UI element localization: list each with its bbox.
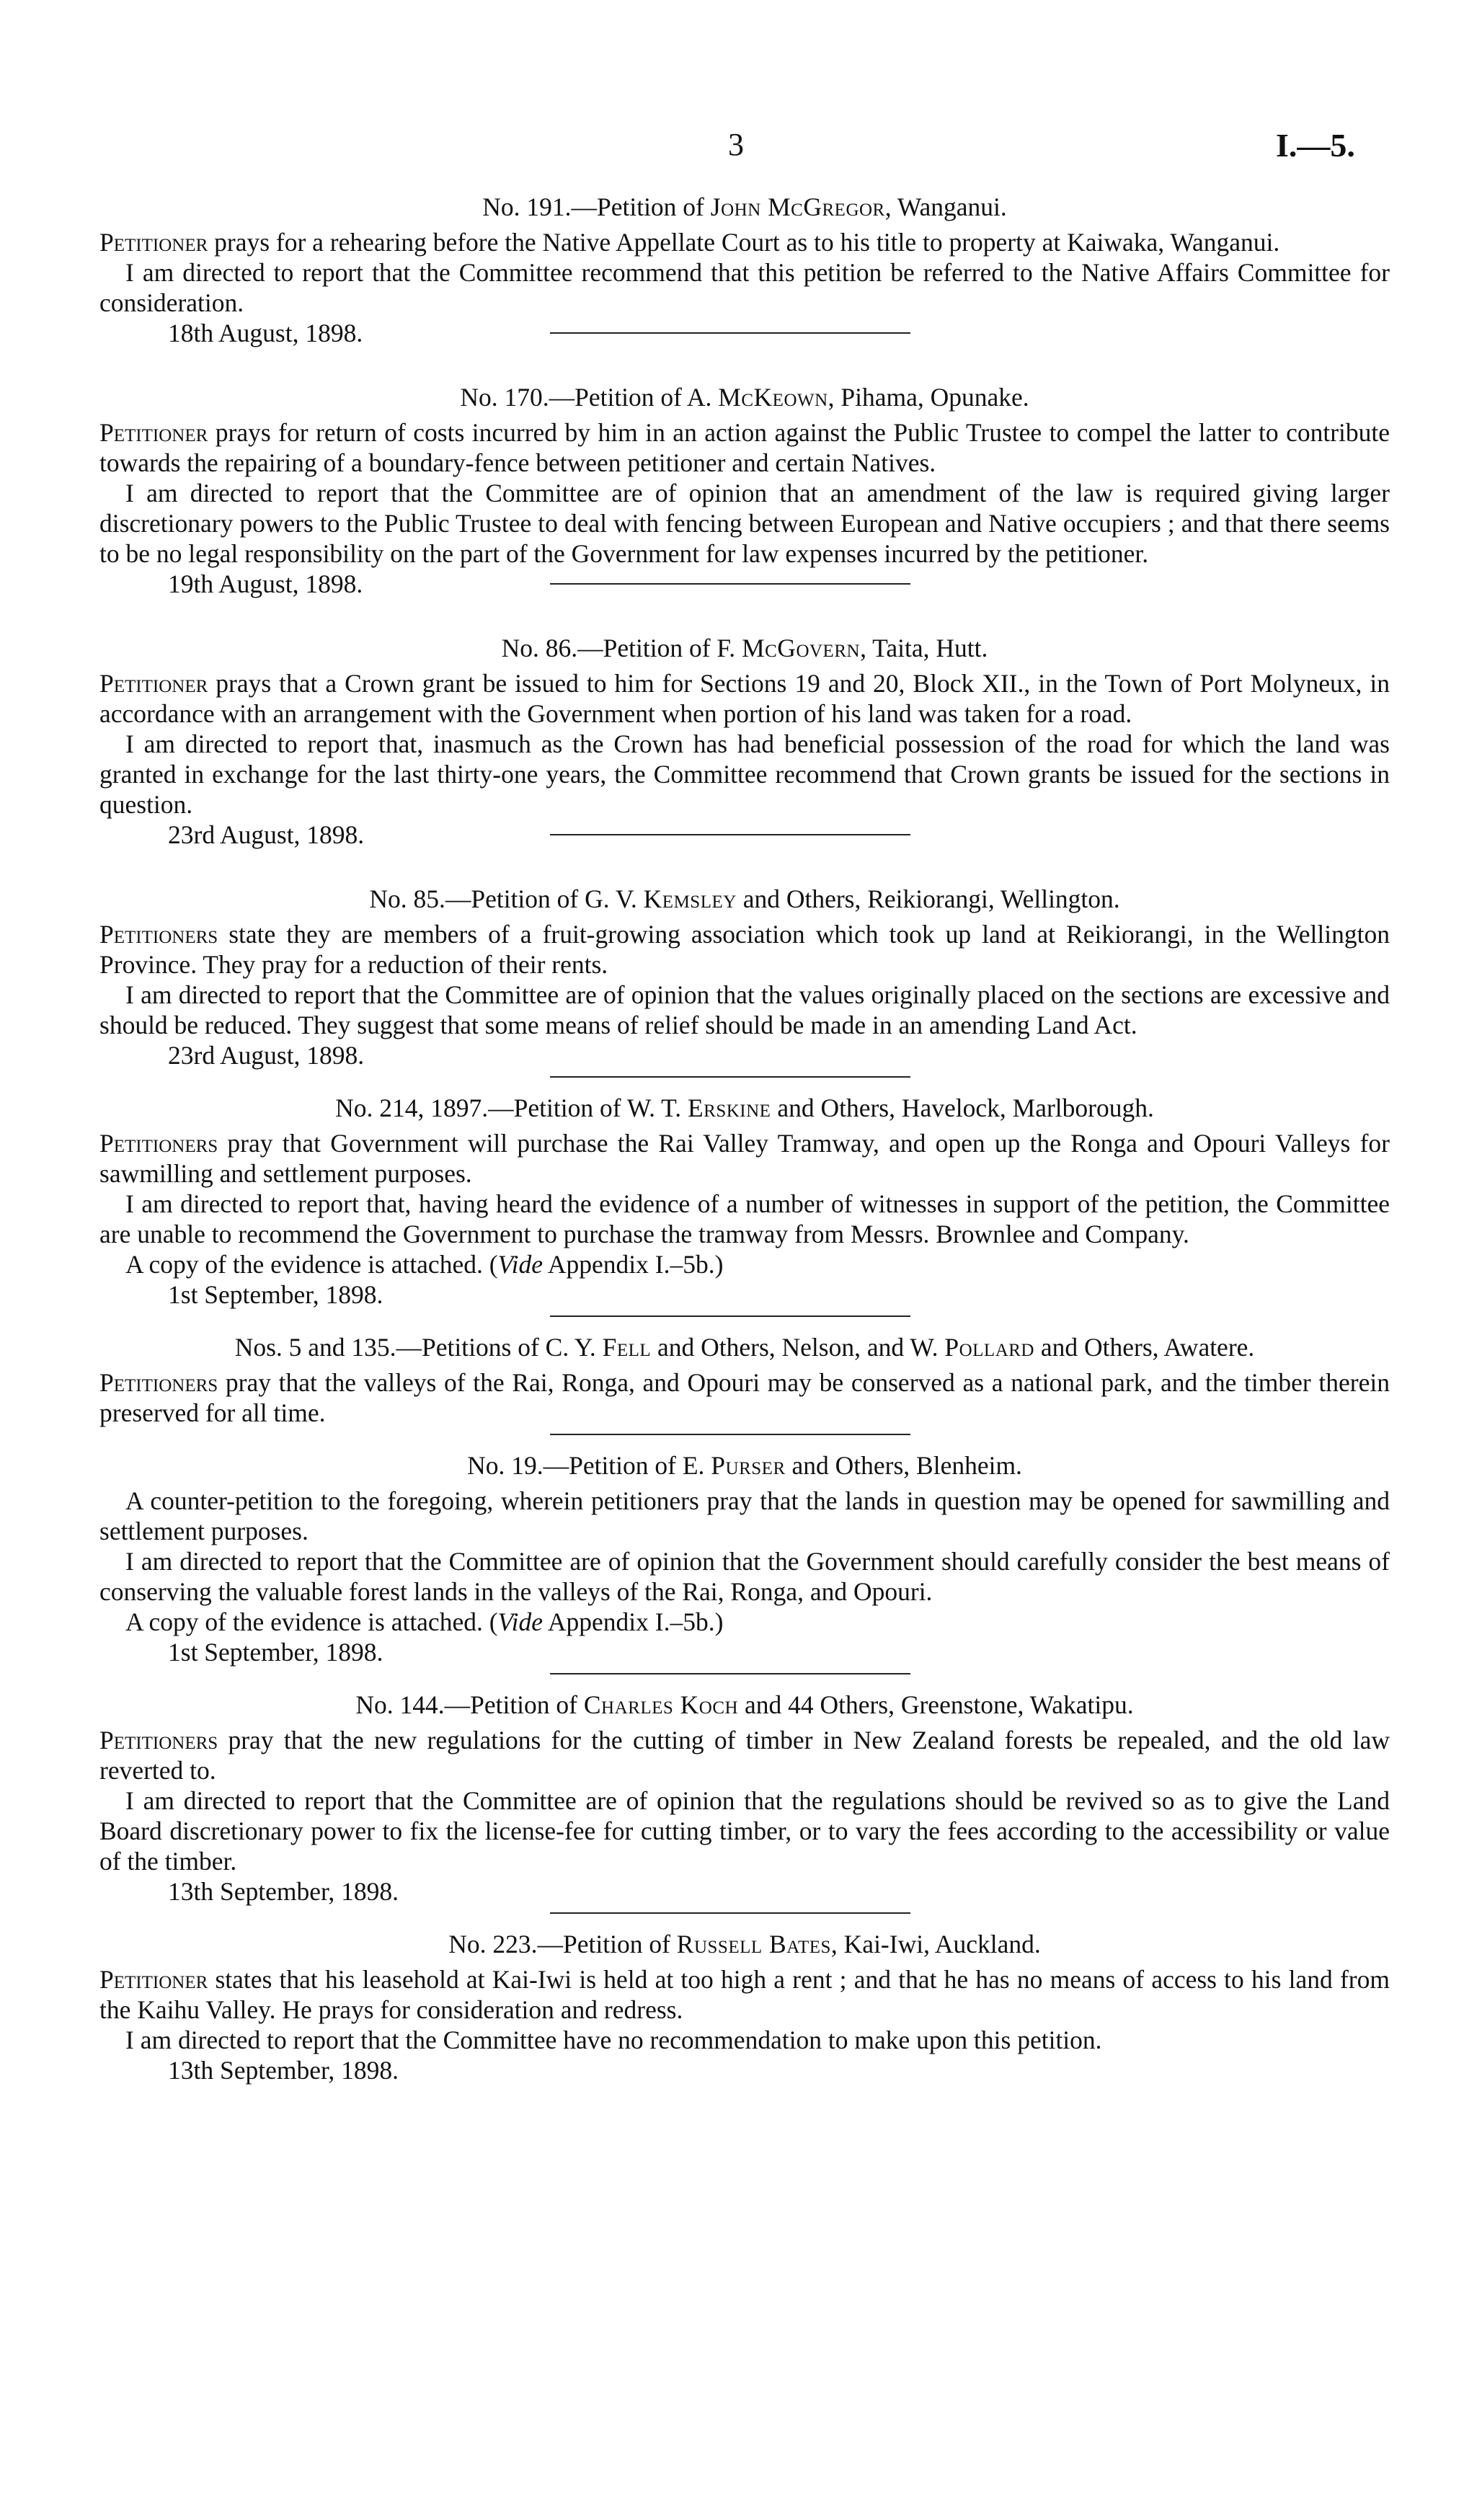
petition-prayer: Petitioner prays for a rehearing before the Native Appellate Court as to his title to property at Kaiwaka, Wanganui.	[99, 228, 1280, 257]
committee-report: I am directed to report that, having heard the evidence of a number of witnesses in support of the petition, the Committee are unable to recommend the Government to purchase the tramway from Messrs. Brownlee and Company.	[99, 1189, 1390, 1248]
petition-5-and-135	[99, 1331, 1390, 1428]
committee-report: I am directed to report that the Committee recommend that this petition be referred to the Native Affairs Committee for consideration.	[99, 258, 1390, 317]
committee-report: I am directed to report that, inasmuch as the Crown has had beneficial possession of the road for which the land was granted in exchange for the last thirty-one years, the Committee recommend that Crown grants be issued for the sections in question.	[99, 729, 1390, 819]
report-date: 1st September, 1898.	[168, 1280, 383, 1309]
report-date: 19th August, 1898.	[168, 569, 363, 598]
petition-prayer: Petitioners pray that the valleys of the Rai, Ronga, and Opouri may be conserved as a national park, and the timber therein preserved for all time.	[99, 1368, 1390, 1427]
document-reference: I.—5.	[1276, 127, 1355, 164]
report-date: 23rd August, 1898.	[168, 820, 365, 849]
committee-report: I am directed to report that the Committee are of opinion that the regulations should be revived so as to give the Land Board discretionary power to fix the license-fee for cutting timber, or to vary the fees according to the accessibility or value of the timber.	[99, 1786, 1390, 1876]
petitioner-name: Fell	[602, 1333, 652, 1362]
petitions-report	[99, 191, 1390, 2085]
petition-prayer: Petitioner prays that a Crown grant be issued to him for Sections 19 and 20, Block XII., in the Town of Port Molyneux, in accordance with an arrangement with the Government when portion of his land was taken for a road.	[99, 669, 1390, 728]
petitioner-name: Erskine	[687, 1093, 771, 1122]
evidence-note: A copy of the evidence is attached. (Vide Appendix I.–5b.)	[125, 1250, 724, 1279]
petitioner-name: Russell Bates	[676, 1930, 831, 1958]
report-date: 18th August, 1898.	[168, 319, 363, 347]
petition-prayer: A counter-petition to the foregoing, wherein petitioners pray that the lands in question may be opened for sawmilling and settlement purposes.	[99, 1486, 1390, 1545]
petition-prayer: Petitioners pray that the new regulations for the cutting of timber in New Zealand forests be repealed, and the old law reverted to.	[99, 1726, 1390, 1785]
committee-report: I am directed to report that the Committee are of opinion that an amendment of the law is required giving larger discretionary powers to the Public Trustee to deal with fencing between European and Native occupiers ; and that there seems to be no legal responsibility on the part of the Government for law expenses incurred by the petitioner.	[99, 479, 1390, 568]
separator-rule	[550, 583, 910, 585]
petition-heading: No. 170.—Petition of A. McKeown, Pihama, Opunake.	[460, 383, 1029, 412]
petition-prayer: Petitioners pray that Government will purchase the Rai Valley Tramway, and open up the Ronga and Opouri Valleys for sawmilling and settlement purposes.	[99, 1129, 1390, 1188]
committee-report: I am directed to report that the Committee are of opinion that the values originally placed on the sections are excessive and should be reduced. They suggest that some means of relief should be made in an amending Land Act.	[99, 980, 1390, 1039]
petition-prayer: Petitioners state they are members of a fruit-growing association which took up land at Reikiorangi, in the Wellington Province. They pray for a reduction of their rents.	[99, 920, 1390, 979]
separator-rule	[550, 1076, 910, 1078]
petition-86	[99, 632, 1390, 850]
petitioner-name: McGovern	[742, 634, 861, 662]
petitioner-name: Purser	[711, 1451, 786, 1480]
petition-85	[99, 883, 1390, 1070]
petition-heading: No. 85.—Petition of G. V. Kemsley and Others, Reikiorangi, Wellington.	[369, 884, 1120, 913]
separator-rule	[550, 1434, 910, 1435]
petition-heading: No. 86.—Petition of F. McGovern, Taita, Hutt.	[501, 634, 988, 662]
petition-191	[99, 191, 1390, 348]
petitioner-name: Kemsley	[643, 884, 737, 913]
separator-rule	[550, 332, 910, 334]
petition-heading: No. 223.—Petition of Russell Bates, Kai-Iwi, Auckland.	[448, 1930, 1041, 1958]
report-date: 1st September, 1898.	[168, 1638, 383, 1667]
separator-rule	[550, 1912, 910, 1914]
petition-prayer: Petitioner prays for return of costs incurred by him in an action against the Public Trustee to compel the latter to contribute towards the repairing of a boundary-fence between petitioner and certain Natives.	[99, 418, 1390, 477]
petition-223	[99, 1928, 1390, 2085]
report-date: 13th September, 1898.	[168, 2056, 399, 2085]
petition-170	[99, 381, 1390, 599]
petition-144	[99, 1689, 1390, 1907]
petition-heading: No. 214, 1897.—Petition of W. T. Erskine and Others, Havelock, Marlborough.	[335, 1093, 1154, 1122]
petition-heading: No. 19.—Petition of E. Purser and Others, Blenheim.	[467, 1451, 1022, 1480]
petitioner-name: John McGregor	[710, 192, 885, 221]
report-date: 13th September, 1898.	[168, 1877, 399, 1906]
petition-19	[99, 1450, 1390, 1667]
report-date: 23rd August, 1898.	[168, 1041, 365, 1070]
petitioner-name: Charles Koch	[583, 1690, 739, 1719]
petitioner-name: McKeown	[718, 383, 828, 412]
petition-heading: No. 144.—Petition of Charles Koch and 44 Others, Greenstone, Wakatipu.	[355, 1690, 1134, 1719]
evidence-note: A copy of the evidence is attached. (Vide Appendix I.–5b.)	[125, 1607, 724, 1636]
petition-prayer: Petitioner states that his leasehold at Kai-Iwi is held at too high a rent ; and that he has no means of access to his land from the Kaihu Valley. He prays for consideration and redress.	[99, 1965, 1390, 2024]
separator-rule	[550, 1316, 910, 1317]
page-number: 3	[728, 127, 744, 162]
petition-heading: No. 191.—Petition of John McGregor, Wanganui.	[482, 192, 1007, 221]
committee-report: I am directed to report that the Committee have no recommendation to make upon this petition.	[125, 2026, 1102, 2054]
committee-report: I am directed to report that the Committee are of opinion that the Government should carefully consider the best means of conserving the valuable forest lands in the valleys of the Rai, Ronga, and Opouri.	[99, 1547, 1390, 1606]
petition-heading: Nos. 5 and 135.—Petitions of C. Y. Fell and Others, Nelson, and W. Pollard and Others, Awatere.	[234, 1333, 1255, 1362]
petition-214	[99, 1092, 1390, 1310]
page-header	[0, 126, 1464, 177]
petitioner-name-2: Pollard	[944, 1333, 1034, 1362]
separator-rule	[550, 834, 910, 835]
separator-rule	[550, 1673, 910, 1674]
